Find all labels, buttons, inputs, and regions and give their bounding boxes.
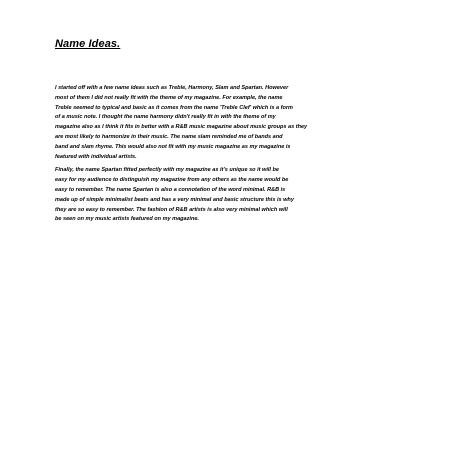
- text-line: easy to remember. The name Spartan is also a connotation of the word minimal. R&B is: [55, 186, 286, 193]
- text-line: they are so easy to remember. The fashion of R&B artists is also very minimal which will: [55, 206, 288, 213]
- text-line: are most likely to harmonize in their music. The name slam reminded me of bands and: [55, 133, 283, 140]
- text-line: of a music note. I thought the name harmony didn't really fit in with the theme of my: [55, 114, 276, 121]
- text-line: easy for my audience to distinguish my magazine from any others as the name would be: [55, 177, 289, 184]
- text-line: Finally, the name Spartan fitted perfectly with my magazine as it's unique so it will be: [55, 167, 279, 174]
- text-line: most of them I did not really fit with the theme of my magazine. For example, the name: [55, 94, 283, 101]
- text-line: be seen on my music artists featured on my magazine.: [55, 216, 199, 223]
- text-line: made up of simple minimalist beats and has a very minimal and basic structure this is why: [55, 196, 294, 203]
- text-line: featured with individual artists.: [55, 153, 137, 160]
- text-line: Treble seemed to typical and basic as it comes from the name 'Treble Clef' which is a form: [55, 104, 293, 111]
- text-line: band and slam rhyme. This would also not fit with my music magazine as my magazine is: [55, 143, 291, 150]
- paragraph-spartan: [55, 166, 401, 225]
- text-line: magazine also as I think it fits in better with a R&B music magazine about music groups as they: [55, 124, 308, 131]
- page-title: Name Ideas.: [55, 38, 121, 50]
- text-line: I started off with a few name ideas such as Treble, Harmony, Slam and Spartan. However: [55, 85, 289, 91]
- body-text: [55, 84, 401, 229]
- paragraph-name-ideas: [55, 84, 401, 162]
